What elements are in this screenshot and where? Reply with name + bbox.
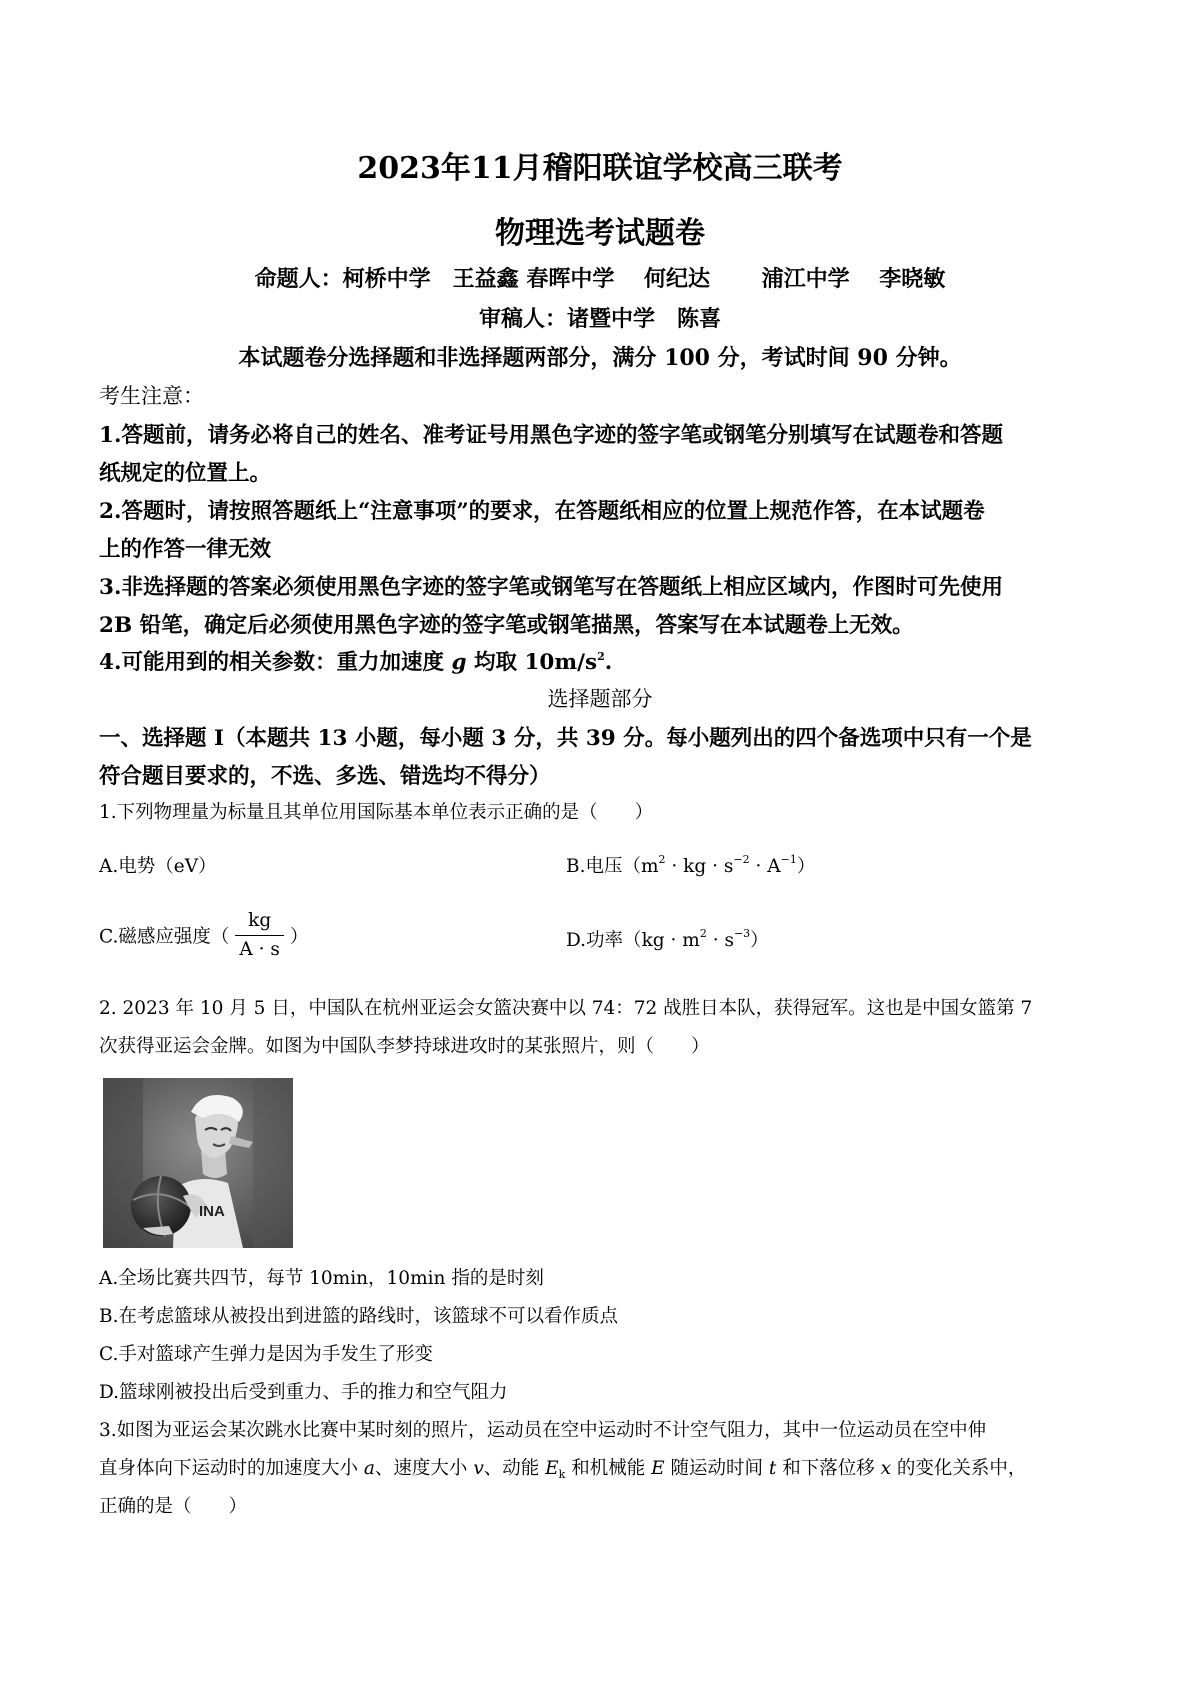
question-3-line-2: 直身体向下运动时的加速度大小 a、速度大小 v、动能 $E_k$ 和机械能 E 随运动时间 t 和下落位移 x 的变化关系中， <box>99 1458 1027 1481</box>
q2-option-c: C.手对篮球产生弹力是因为手发生了形变 <box>99 1344 433 1365</box>
note-2-line-2: 上的作答一律无效 <box>99 537 272 562</box>
reviewer-line: 审稿人：诸暨中学 陈喜 <box>478 306 721 332</box>
note-3-line-2: 2B 铅笔，确定后必须使用黑色字迹的签字笔或钢笔描黑，答案写在本试题卷上无效。 <box>99 613 914 638</box>
question-2-stem-line-1: 2. 2023 年 10 月 5 日，中国队在杭州亚运会女篮决赛中以 74：72 战胜日本队，获得冠军。这也是中国女篮第 7 <box>99 998 1033 1019</box>
question-3-line-3: 正确的是（ ） <box>99 1496 248 1517</box>
exam-subtitle: 物理选考试题卷 <box>495 216 705 251</box>
q1-option-a: A.电势（eV） <box>99 856 217 877</box>
question-3-line-1: 3.如图为亚运会某次跳水比赛中某时刻的照片，运动员在空中运动时不计空气阻力，其中一位运动员在空中伸 <box>99 1420 987 1441</box>
note-4: 4.可能用到的相关参数：重力加速度 g 均取 $10m/s^2$. <box>99 650 613 675</box>
q1-option-d: D.功率$(kg \cdot m^2 \cdot s^{-3})$ <box>566 927 769 951</box>
q1-option-c: C.磁感应强度（ $\frac{kg}{A \cdot s}$ ） <box>99 910 309 960</box>
part1-instructions-line-1: 一、选择题 I（本题共 13 小题，每小题 3 分，共 39 分。每小题列出的四个备选项中只有一个是 <box>99 726 1032 751</box>
notes-heading: 考生注意： <box>99 384 204 408</box>
exam-title: 2023年11月稽阳联谊学校高三联考 <box>357 151 843 186</box>
section-title: 选择题部分 <box>547 687 653 711</box>
basketball-player-photo <box>103 1078 293 1248</box>
q1-c-fraction: $\frac{kg}{A \cdot s}$ <box>235 910 284 961</box>
exam-intro: 本试题卷分选择题和非选择题两部分，满分 100 分，考试时间 90 分钟。 <box>238 345 962 371</box>
jersey-text: INA <box>199 1203 225 1220</box>
authors-line: 命题人：柯桥中学 王益鑫 春晖中学 何纪达 浦江中学 李晓敏 <box>254 266 946 292</box>
note-2-line-1: 2.答题时，请按照答题纸上“注意事项”的要求，在答题纸相应的位置上规范作答，在本试题卷 <box>99 499 985 524</box>
part1-instructions-line-2: 符合题目要求的，不选、多选、错选均不得分） <box>99 764 551 789</box>
question-1-stem: 1.下列物理量为标量且其单位用国际基本单位表示正确的是（ ） <box>99 802 654 823</box>
note-1-line-2: 纸规定的位置上。 <box>99 461 272 486</box>
note-3-line-1: 3.非选择题的答案必须使用黑色字迹的签字笔或钢笔写在答题纸上相应区域内，作图时可先使用 <box>99 575 1003 600</box>
q2-option-d: D.篮球刚被投出后受到重力、手的推力和空气阻力 <box>99 1382 508 1403</box>
q2-option-a: A.全场比赛共四节，每节 10min，10min 指的是时刻 <box>99 1268 544 1289</box>
q1-option-b: B.电压（$m^2$ · kg · $s^{-2} \cdot A^{-1}$） <box>566 853 816 877</box>
note-1-line-1: 1.答题前，请务必将自己的姓名、准考证号用黑色字迹的签字笔或钢笔分别填写在试题卷和答题 <box>99 423 1003 448</box>
basketball-player-illustration <box>103 1078 293 1248</box>
q2-option-b: B.在考虑篮球从被投出到进篮的路线时，该篮球不可以看作质点 <box>99 1306 618 1327</box>
question-2-stem-line-2: 次获得亚运会金牌。如图为中国队李梦持球进攻时的某张照片，则（ ） <box>99 1036 710 1057</box>
